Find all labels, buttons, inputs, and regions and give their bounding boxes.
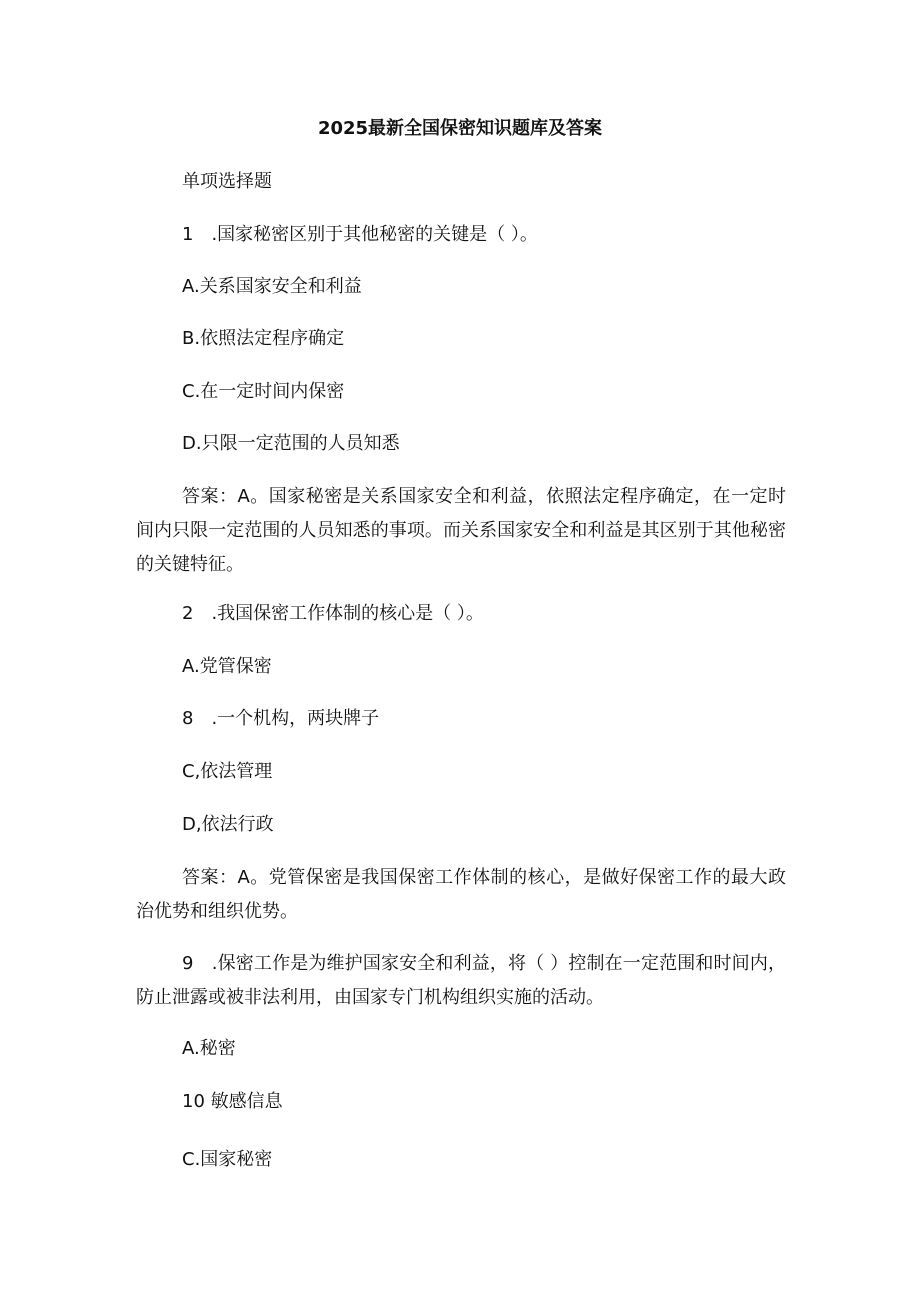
section-heading: 单项选择题	[182, 171, 272, 192]
question-3-option-a: A.秘密	[182, 1038, 236, 1059]
question-1-option-b: B.依照法定程序确定	[182, 328, 345, 349]
question-1-option-c: C.在一定时间内保密	[182, 381, 345, 402]
question-3-stem: 9 .保密工作是为维护国家安全和利益，将（ ）控制在一定范围和时间内，防止泄露或被非法利用，由国家专门机构组织实施的活动。	[136, 953, 786, 1008]
question-2-option-a: A.党管保密	[182, 656, 272, 677]
question-2-answer: 答案：A。党管保密是我国保密工作体制的核心，是做好保密工作的最大政治优势和组织优势。	[136, 867, 786, 922]
question-1-option-d: D.只限一定范围的人员知悉	[182, 433, 400, 454]
question-2-option-d: D,依法行政	[182, 814, 274, 835]
question-1-answer: 答案：A。国家秘密是关系国家安全和利益，依照法定程序确定，在一定时间内只限一定范围的人员知悉的事项。而关系国家安全和利益是其区别于其他秘密的关键特征。	[136, 486, 786, 575]
question-3-option-c: C.国家秘密	[182, 1149, 273, 1170]
question-2-stem: 2 .我国保密工作体制的核心是（ ）。	[182, 603, 484, 624]
question-2-option-c: C,依法管理	[182, 761, 273, 782]
question-1-option-a: A.关系国家安全和利益	[182, 276, 362, 297]
question-1-stem: 1 .国家秘密区别于其他秘密的关键是（ ）。	[182, 224, 538, 245]
question-2-option-b: 8 .一个机构，两块牌子	[182, 708, 380, 729]
question-3-option-b: 10 敏感信息	[182, 1091, 283, 1112]
document-title: 2025最新全国保密知识题库及答案	[317, 118, 603, 139]
